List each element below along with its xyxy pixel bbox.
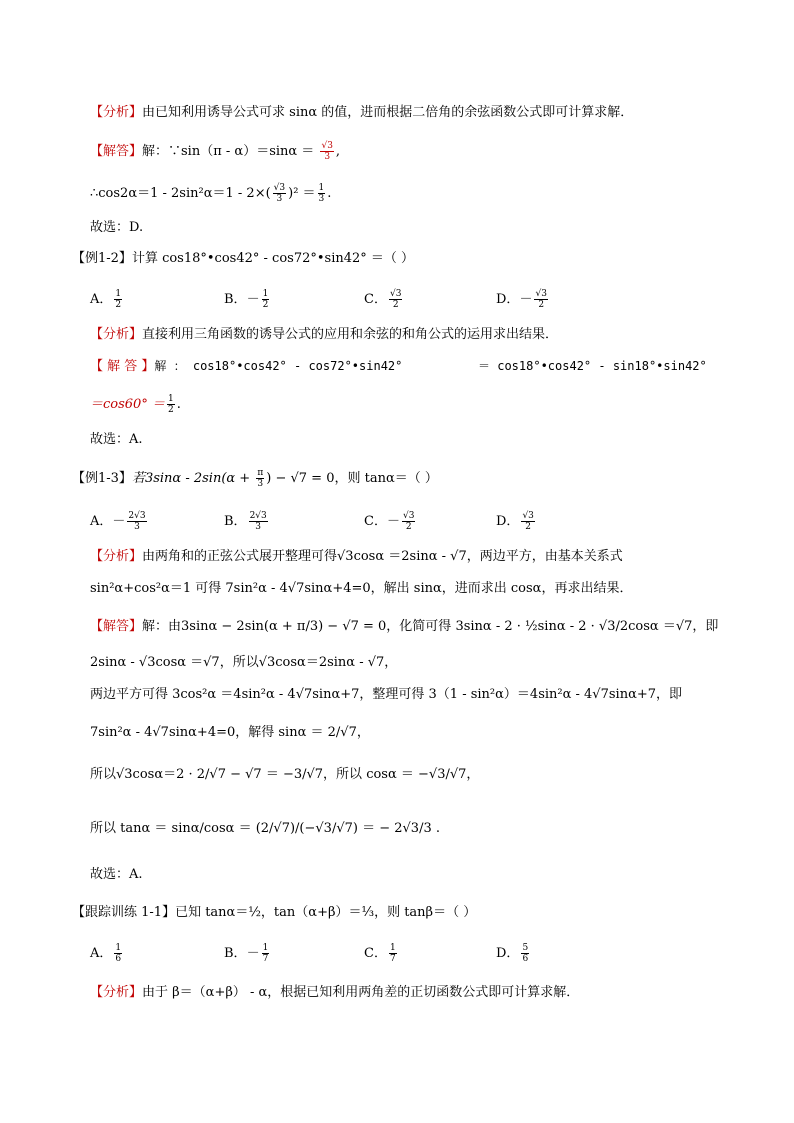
analysis-line-4 bbox=[90, 984, 579, 1002]
question-text: 计算 cos18°•cos42° - cos72°•sin42° ＝（ ） bbox=[131, 251, 415, 266]
option-c[interactable]: C．－ $\frac{√3}{2}$ bbox=[364, 511, 415, 532]
answer-line-ex13-6: 所以 tanα ＝ sinα/cosα ＝ (2/√7)/(−√3/√7) ＝ − 2√3/3 . bbox=[90, 821, 440, 836]
option-d[interactable]: D． $\frac{5}{6}$ bbox=[496, 943, 529, 964]
analysis-text: 由两角和的正弦公式展开整理可得√3cosα ＝2sinα - √7，两边平方，由基本关系式 bbox=[142, 549, 623, 564]
cos60: ＝cos60° ＝ bbox=[90, 397, 165, 412]
answer-line-2: ∴cos2α＝1 - 2sin²α＝1 - 2×( $\frac{√3}{3}$ )² ＝ $\frac{1}{3}$ . bbox=[90, 183, 332, 204]
training-1-1-question bbox=[72, 904, 476, 922]
cos2-fraction: $\frac{√3}{3}$ bbox=[273, 183, 286, 204]
answer-line-ex13-3: 两边平方可得 3cos²α ＝4sin²α - 4√7sinα+7，整理可得 3（1 - sin²α）＝4sin²α - 4√7sinα+7，即 bbox=[90, 687, 683, 702]
analysis-text: 直接利用三角函数的诱导公式的应用和余弦的和角公式的运用求出结果． bbox=[142, 327, 559, 342]
analysis-text: 由于 β＝（α+β） - α，根据已知利用两角差的正切函数公式即可计算求解． bbox=[142, 985, 580, 1000]
cos2-squared: )² ＝ bbox=[288, 186, 316, 201]
training-tag: 【跟踪训练 1-1】 bbox=[72, 905, 176, 920]
option-d[interactable]: D．－ $\frac{√3}{2}$ bbox=[496, 289, 547, 310]
analysis-tag: 【分析】 bbox=[90, 549, 143, 564]
example-tag: 【例1-2】 bbox=[72, 251, 132, 266]
option-a[interactable]: A．－ $\frac{2√3}{3}$ bbox=[90, 511, 146, 532]
question-text: 已知 tanα＝½，tan（α+β）＝⅓，则 tanβ＝（ ） bbox=[175, 905, 477, 920]
option-a[interactable]: A． $\frac{1}{2}$ bbox=[90, 289, 122, 310]
cos2-derivation: ∴cos2α＝1 - 2sin²α＝1 - 2×( bbox=[90, 186, 271, 201]
option-d[interactable]: D． $\frac{√3}{2}$ bbox=[496, 511, 534, 532]
analysis-line-2 bbox=[90, 326, 558, 344]
answer-line-ex12 bbox=[90, 357, 402, 376]
analysis-line-3 bbox=[90, 548, 623, 566]
equation-part-b: ) − √7 = 0，则 tanα＝（ ） bbox=[266, 471, 438, 486]
answer-text: 解：∵sin（π - α）＝sinα ＝ bbox=[142, 144, 315, 159]
equation-part-a: 若3sinα - 2sin(α + bbox=[131, 471, 255, 486]
pi-over-3: $\frac{\pi}{3}$ bbox=[257, 468, 264, 489]
answer-tag: 【 解 答 】 bbox=[90, 359, 155, 374]
analysis-line-1 bbox=[90, 104, 633, 122]
answer-line-ex13-4: 7sin²α - 4√7sinα+4=0，解得 sinα ＝ 2/√7， bbox=[90, 725, 370, 740]
analysis-tag: 【分析】 bbox=[90, 105, 143, 120]
answer-fraction: $\frac{√3}{3}$ bbox=[321, 141, 333, 162]
answer-line-ex13-1 bbox=[90, 618, 718, 636]
answer-text: 解 ： cos18°•cos42° - cos72°•sin42° bbox=[154, 359, 403, 373]
analysis-tag: 【分析】 bbox=[90, 985, 143, 1000]
answer-text: 解：由3sinα − 2sin(α + π/3) − √7 = 0，化简可得 3sinα - 2 · ½sinα - 2 · √3/2cosα ＝√7，即 bbox=[142, 619, 719, 634]
answer-line-ex12-2: ＝cos60° ＝ $\frac{1}{2}$ . bbox=[90, 394, 181, 415]
option-c[interactable]: C． $\frac{1}{7}$ bbox=[364, 943, 396, 964]
analysis-tag: 【分析】 bbox=[90, 327, 143, 342]
cos2-result: $\frac{1}{3}$ bbox=[318, 183, 325, 204]
select-answer-3: 故选：A. bbox=[90, 867, 143, 882]
option-b[interactable]: B．－ $\frac{1}{2}$ bbox=[224, 289, 269, 310]
select-answer-2: 故选：A. bbox=[90, 432, 143, 447]
answer-line-1: 【解答】解：∵sin（π - α）＝sinα ＝ $\frac{√3}{3}$ , bbox=[90, 141, 341, 162]
answer-tag: 【解答】 bbox=[90, 144, 143, 159]
option-a[interactable]: A． $\frac{1}{6}$ bbox=[90, 943, 122, 964]
analysis-line-3b: sin²α+cos²α＝1 可得 7sin²α - 4√7sinα+4=0，解出 sinα，进而求出 cosα，再求出结果． bbox=[90, 581, 633, 596]
example-1-2-question bbox=[72, 250, 414, 268]
select-answer-1: 故选：D. bbox=[90, 220, 144, 235]
example-tag: 【例1-3】 bbox=[72, 471, 132, 486]
answer-text-right: ＝ cos18°•cos42° - sin18°•sin42° bbox=[478, 359, 707, 373]
option-b[interactable]: B． $\frac{2√3}{3}$ bbox=[224, 511, 267, 532]
analysis-text: 由已知利用诱导公式可求 sinα 的值，进而根据二倍角的余弦函数公式即可计算求解． bbox=[142, 105, 634, 120]
answer-tag: 【解答】 bbox=[90, 619, 143, 634]
answer-line-ex13-2: 2sinα - √3cosα ＝√7，所以√3cosα＝2sinα - √7， bbox=[90, 655, 398, 670]
example-1-3-question bbox=[72, 468, 438, 489]
option-c[interactable]: C． $\frac{√3}{2}$ bbox=[364, 289, 402, 310]
half-fraction: $\frac{1}{2}$ bbox=[167, 394, 174, 415]
answer-line-ex13-5: 所以√3cosα＝2 · 2/√7 − √7 ＝ −3/√7，所以 cosα ＝ −√3/√7， bbox=[90, 767, 480, 782]
option-b[interactable]: B．－ $\frac{1}{7}$ bbox=[224, 943, 269, 964]
